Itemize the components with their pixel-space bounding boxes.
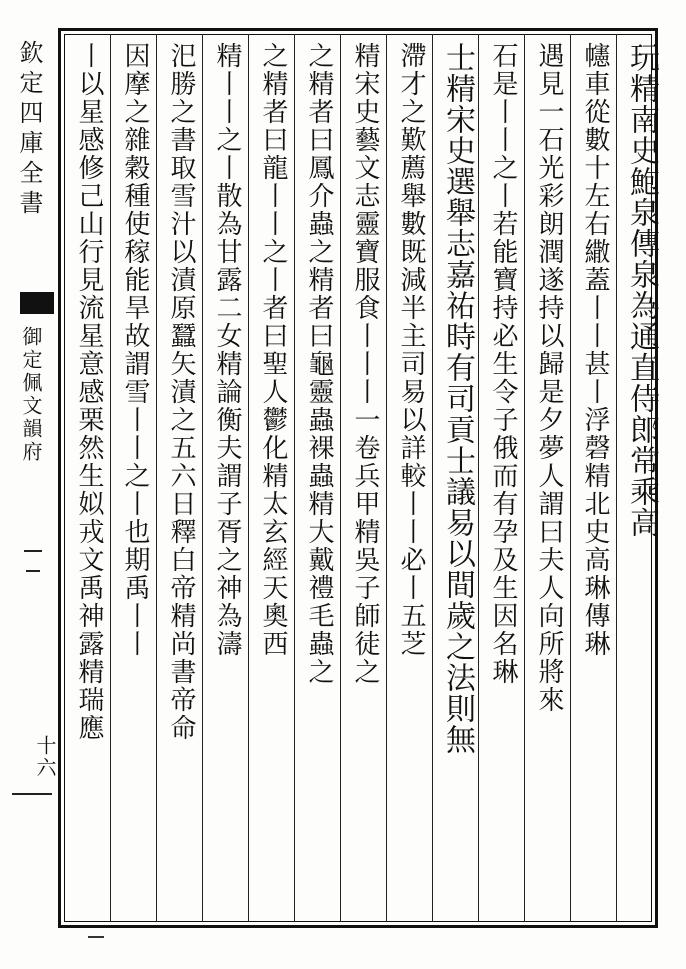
text-column: 丨以星感修己山行見流星意感栗然生姒戎文禹神露精瑞應 bbox=[74, 42, 104, 742]
text-column: 士精宋史選舉志嘉祐時有司貢士議易以間歲之法則無 bbox=[440, 42, 475, 755]
text-column: 精宋史藝文志靈寶服食丨丨丨一卷兵甲精吳子師徒之 bbox=[350, 42, 380, 686]
text-column: 滯才之歎薦舉數既減半主司易以詳較丨丨必丨五芝 bbox=[396, 42, 426, 658]
text-column: 遇見一石光彩朗潤遂持以歸是夕夢人謂曰夫人向所將來 bbox=[534, 42, 564, 714]
text-column: 之精者曰龍丨丨之丨者曰聖人鬱化精太玄經天奧西 bbox=[258, 42, 288, 658]
text-column: 石是丨丨之丨若能寶持必生令子俄而有孕及生因名琳 bbox=[488, 42, 518, 686]
text-column: 精丨丨之丨散為甘露二女精論衡夫謂子胥之神為濤 bbox=[212, 42, 242, 658]
text-column: 之精者曰鳳介蟲之精者曰龜靈蟲裸蟲精大戴禮毛蟲之 bbox=[304, 42, 334, 686]
text-column: 因摩之雜穀種使稼能旱故謂雪丨丨之丨也期禹丨丨 bbox=[120, 42, 150, 658]
footer-dash bbox=[88, 936, 104, 938]
page-number: 十六 bbox=[33, 735, 57, 779]
text-column: 玩精南史鮑泉傳泉為通直侍郎常乘高 bbox=[624, 42, 659, 538]
source-title: 御定佩文韻府 bbox=[19, 326, 43, 464]
text-column: 幰車從數十左右繖蓋丨丨甚丨浮磬精北史高琳傳琳 bbox=[580, 42, 610, 658]
text-column: 汜勝之書取雪汁以漬原蠶矢漬之五六日釋白帝精尚書帝命 bbox=[166, 42, 196, 742]
book-title: 欽定四庫全書 bbox=[15, 40, 43, 220]
